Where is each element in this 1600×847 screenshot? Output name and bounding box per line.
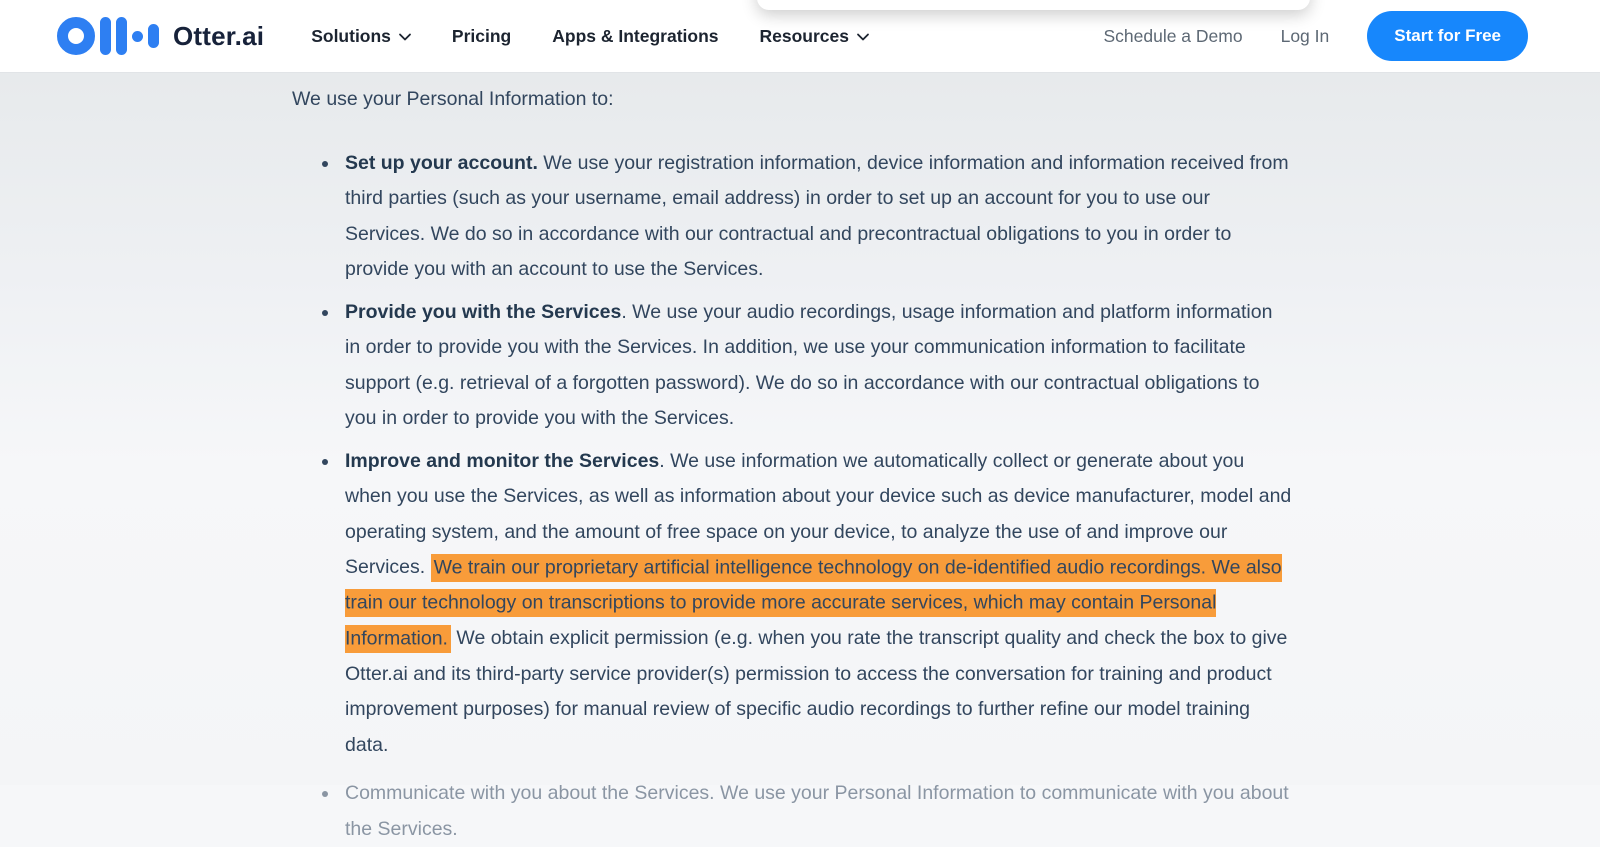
bullet-lead: Improve and monitor the Services <box>345 450 659 472</box>
otter-logo[interactable] <box>57 16 264 56</box>
nav-item-label: Apps & Integrations <box>552 26 718 47</box>
start-for-free-button[interactable]: Start for Free <box>1367 11 1528 61</box>
nav-item-label: Pricing <box>452 26 511 47</box>
logo-bar-shape <box>100 17 111 55</box>
highlighted-text: We train our proprietary artificial intelligence technology on de-identified audio recordings. We also train our technology on transcriptions to provide more accurate services, which may contain Personal Information. <box>345 554 1282 653</box>
otter-logo-icon <box>57 16 159 56</box>
nav-item-solutions[interactable] <box>311 26 411 47</box>
log-in-link[interactable]: Log In <box>1281 26 1330 47</box>
header-actions <box>1103 11 1528 61</box>
main-nav <box>311 26 869 47</box>
privacy-policy-page <box>0 73 1600 785</box>
bullet-body: We obtain explicit permission (e.g. when you rate the transcript quality and check the box to give Otter.ai and its third-party service provider(s) permission to access the conversation for training and product improvement purposes) for manual review of specific audio recordings to further refine our model training data. <box>345 627 1287 756</box>
bullet-lead: Set up your account. <box>345 152 538 174</box>
logo-dot-shape <box>132 31 143 42</box>
nav-item-label: Resources <box>760 26 850 47</box>
schedule-demo-link[interactable]: Schedule a Demo <box>1103 26 1242 47</box>
nav-item-label: Solutions <box>311 26 391 47</box>
nav-item-resources[interactable] <box>760 26 870 47</box>
logo-bar-shape <box>116 17 127 55</box>
site-header <box>0 0 1600 73</box>
policy-bullet-list <box>292 146 1292 847</box>
bullet-body: . We use information we automatically collect or generate about you when you use the Services, as well as information about your device such as device manufacturer, model and operating system, and the amount of free space on your device, to analyze the use of and improve our Services. <box>345 450 1291 579</box>
intro-paragraph: We use your Personal Information to: <box>292 82 1292 118</box>
policy-content <box>292 73 1292 847</box>
bullet-lead: Provide you with the Services <box>345 301 621 323</box>
nav-item-pricing[interactable] <box>452 26 511 47</box>
bullet-body: We use your registration information, device information and information received from third parties (such as your username, email address) in order to set up an account for you to use our Services. We do so in accordance with our contractual and precontractual obligations to you in order to provide you with an account to use the Services. <box>345 152 1289 281</box>
bullet-provide-services <box>292 295 1292 437</box>
logo-ring-shape <box>57 17 95 55</box>
clipped-next-line: Communicate with you about the Services. We use your Personal Information to communicate with you about the Services. <box>292 776 1292 847</box>
chevron-down-icon <box>857 33 869 41</box>
chevron-down-icon <box>399 33 411 41</box>
cutoff-overlay-card <box>757 0 1310 10</box>
logo-bar-shape <box>148 24 159 48</box>
bullet-set-up-account <box>292 146 1292 288</box>
nav-item-apps-integrations[interactable] <box>552 26 718 47</box>
bullet-improve-monitor-services <box>292 444 1292 764</box>
bullet-body: . We use your audio recordings, usage information and platform information in order to provide you with the Services. In addition, we use your communication information to facilitate support (e.g. retrieval of a forgotten password). We do so in accordance with our contractual obligations to you in order to provide you with the Services. <box>345 301 1272 430</box>
logo-wordmark: Otter.ai <box>173 21 264 52</box>
